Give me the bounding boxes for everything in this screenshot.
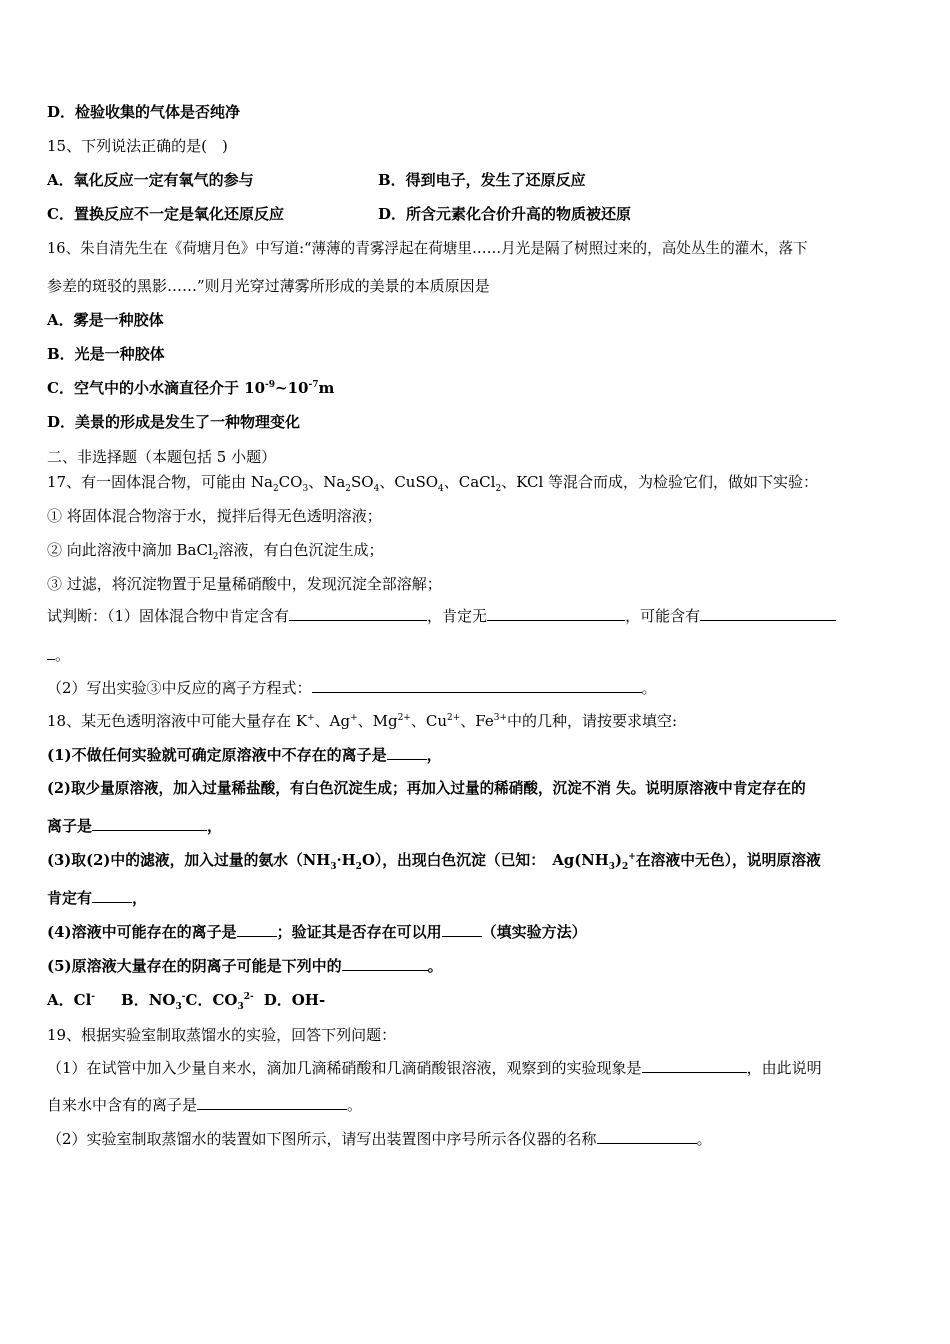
q18-option-b: B．$NO_3^-$ (121, 991, 186, 1012)
q19-part1-line2: 自来水中含有的离子是 。 (47, 1096, 363, 1114)
answer-blank[interactable] (700, 606, 836, 621)
q17-stem: 17、有一固体混合物，可能由 $Na_2CO_3$、$Na_2SO_4$、CuSO$_4$、CaCl$_2$、KCl 等混合而成，为检验它们，做如下实验： (47, 473, 819, 494)
q18-part4: (4)溶液中可能存在的离子是 ；验证其是否存在可以用 （填实验方法） (47, 923, 587, 941)
q17-step1: ① 将固体混合物溶于水，搅拌后得无色透明溶液； (47, 507, 382, 525)
answer-blank[interactable] (442, 922, 482, 937)
answer-blank[interactable] (92, 816, 207, 831)
answer-blank[interactable] (487, 606, 625, 621)
q17-step2: ② 向此溶液中滴加 BaCl$_2$溶液，有白色沉淀生成； (47, 541, 384, 562)
q15-option-a: A．氧化反应一定有氧气的参与 (47, 171, 254, 189)
q17-part1-end: 。 (47, 644, 910, 666)
answer-blank[interactable] (387, 745, 427, 760)
q18-stem: 18、某无色透明溶液中可能大量存在 K+、Ag+、$Mg^{2+}$、$Cu^{2+}$、$Fe^{3+}$中的几种，请按要求填空: (47, 712, 678, 730)
answer-blank[interactable] (642, 1058, 747, 1073)
q16-option-c: C．空气中的小水滴直径介于 $10^{-9}\sim 10^{-7}m$ (47, 379, 335, 397)
q18-part5: (5)原溶液大量存在的阴离子可能是下列中的 。 (47, 957, 443, 975)
q19-part1-line1: （1）在试管中加入少量自来水，滴加几滴稀硝酸和几滴硝酸银溶液，观察到的实验现象是 ，由此说明 (47, 1059, 822, 1077)
q18-part2-line2: 离子是 ， (47, 817, 223, 835)
q15-option-d: D．所含元素化合价升高的物质被还原 (378, 205, 632, 223)
answer-blank[interactable] (237, 922, 277, 937)
q15-option-b: B．得到电子，发生了还原反应 (378, 171, 586, 189)
q19-stem: 19、根据实验室制取蒸馏水的实验，回答下列问题： (47, 1026, 397, 1044)
q18-options (47, 989, 910, 1011)
q17-part1: 试判断：（1）固体混合物中肯定含有 ，肯定无 ，可能含有 (47, 605, 910, 627)
answer-blank[interactable] (312, 678, 642, 693)
q18-option-d: D．OH- (263, 991, 326, 1009)
answer-blank[interactable] (342, 956, 428, 971)
answer-blank[interactable] (289, 606, 427, 621)
q16-option-b: B．光是一种胶体 (47, 345, 165, 363)
q19-part2: （2）实验室制取蒸馏水的装置如下图所示，请写出装置图中序号所示各仪器的名称 。 (47, 1130, 712, 1148)
q18-part2-line1: (2)取少量原溶液，加入过量稀盐酸，有白色沉淀生成；再加入过量的稀硝酸，沉淀不消 失。说明原溶液中肯定存在的 (47, 780, 806, 797)
answer-blank[interactable] (92, 888, 132, 903)
answer-blank[interactable] (197, 1095, 347, 1110)
q16-option-d: D．美景的形成是发生了一种物理变化 (47, 413, 301, 431)
answer-blank[interactable] (47, 645, 55, 660)
q16-option-a: A．雾是一种胶体 (47, 311, 164, 329)
q18-option-a: A．Cl- (47, 991, 96, 1009)
q15-option-c: C．置换反应不一定是氧化还原反应 (47, 205, 284, 223)
q14-option-d: D．检验收集的气体是否纯净 (47, 103, 241, 121)
q17-part2: （2）写出实验③中反应的离子方程式： 。 (47, 679, 657, 697)
section-2-title: 二、非选择题（本题包括 5 小题） (47, 448, 277, 466)
q18-part1: (1)不做任何实验就可确定原溶液中不存在的离子是 ， (47, 746, 442, 764)
q17-step3: ③ 过滤，将沉淀物置于足量稀硝酸中，发现沉淀全部溶解； (47, 575, 442, 593)
q18-part3-line1: (3)取(2)中的滤液，加入过量的氨水$(NH_3\cdot H_2O)$，出现白色沉淀（已知： $Ag(NH_3)_2^+$在溶液中无色），说明原溶液 (47, 852, 821, 872)
q16-stem-line2: 参差的斑驳的黑影……”则月光穿过薄雾所形成的美景的本质原因是 (47, 277, 490, 295)
q18-part3-line2: 肯定有 ， (47, 889, 148, 907)
q18-option-c: C．$CO_3^{2-}$ (185, 991, 254, 1012)
q16-stem-line1: 16、朱自清先生在《荷塘月色》中写道:“薄薄的青雾浮起在荷塘里……月光是隔了树照过来的，高处丛生的灌木，落下 (47, 240, 808, 257)
q15-stem: 15、下列说法正确的是( ) (47, 137, 228, 155)
answer-blank[interactable] (597, 1129, 697, 1144)
